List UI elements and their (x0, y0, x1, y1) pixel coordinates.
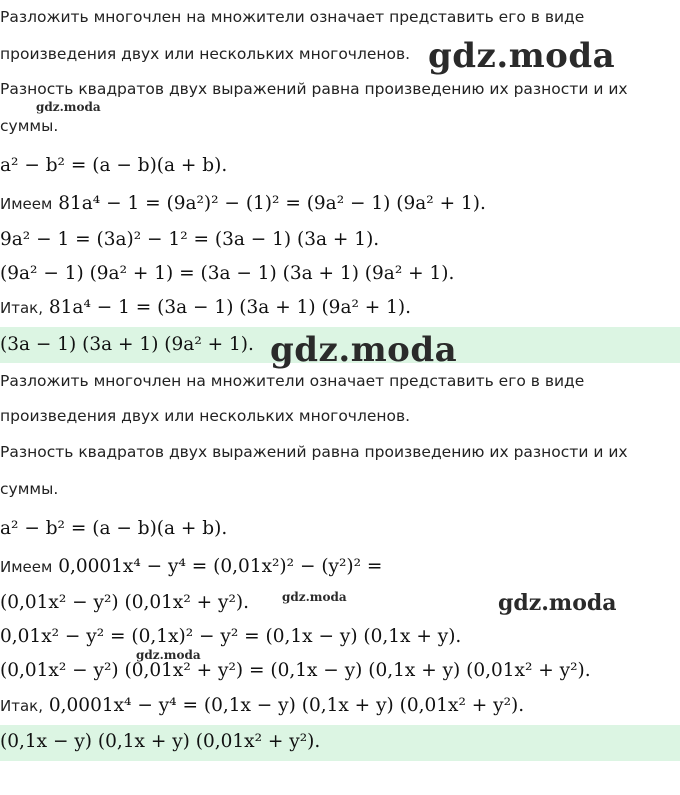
definition-line-2: произведения двух или нескольких многочленов. (0, 45, 411, 63)
watermark: gdz.moda (282, 590, 347, 604)
watermark: gdz.moda (136, 648, 201, 662)
step-1-label: Имеем (0, 195, 53, 213)
step-1-expression: 0,0001x⁴ − y⁴ = (0,01x²)² − (y²)² = (58, 556, 383, 577)
step-1-expression: 81a⁴ − 1 = (9a²)² − (1)² = (9a² − 1) (9a² + 1). (58, 193, 486, 214)
definition-line-2: произведения двух или нескольких многочленов. (0, 407, 411, 425)
step-2: 9a² − 1 = (3a)² − 1² = (3a − 1) (3a + 1). (0, 229, 380, 250)
definition-line-1: Разложить многочлен на множители означает представить его в виде (0, 372, 585, 390)
step-4-label: Итак, (0, 299, 43, 317)
step-1 (0, 193, 486, 214)
step-4 (0, 695, 524, 716)
step-4-expression: 0,0001x⁴ − y⁴ = (0,1x − y) (0,1x + y) (0,01x² + y²). (48, 695, 525, 716)
step-2: 0,01x² − y² = (0,1x)² − y² = (0,1x − y) (0,1x + y). (0, 626, 462, 647)
step-4-label: Итак, (0, 697, 43, 715)
watermark: gdz.moda (498, 590, 617, 616)
rule-line-1: Разность квадратов двух выражений равна произведению их разности и их (0, 443, 628, 461)
step-4-expression: 81a⁴ − 1 = (3a − 1) (3a + 1) (9a² + 1). (48, 297, 412, 318)
difference-of-squares-formula: a² − b² = (a − b)(a + b). (0, 518, 228, 539)
step-4 (0, 297, 411, 318)
answer-1: (3a − 1) (3a + 1) (9a² + 1). (0, 334, 254, 355)
rule-line-2: суммы. (0, 480, 59, 498)
step-1 (0, 556, 382, 577)
watermark: gdz.moda (428, 36, 616, 76)
step-1-label: Имеем (0, 558, 53, 576)
watermark: gdz.moda (36, 100, 101, 114)
step-3: (0,01x² − y²) (0,01x² + y²) = (0,1x − y) (0,1x + y) (0,01x² + y²). (0, 660, 591, 681)
answer-2: (0,1x − y) (0,1x + y) (0,01x² + y²). (0, 731, 321, 752)
rule-line-2: суммы. (0, 117, 59, 135)
step-3: (9a² − 1) (9a² + 1) = (3a − 1) (3a + 1) (9a² + 1). (0, 263, 455, 284)
step-1-continued: (0,01x² − y²) (0,01x² + y²). (0, 592, 249, 613)
watermark: gdz.moda (270, 330, 458, 370)
difference-of-squares-formula: a² − b² = (a − b)(a + b). (0, 155, 228, 176)
definition-line-1: Разложить многочлен на множители означает представить его в виде (0, 8, 585, 26)
rule-line-1: Разность квадратов двух выражений равна произведению их разности и их (0, 80, 628, 98)
